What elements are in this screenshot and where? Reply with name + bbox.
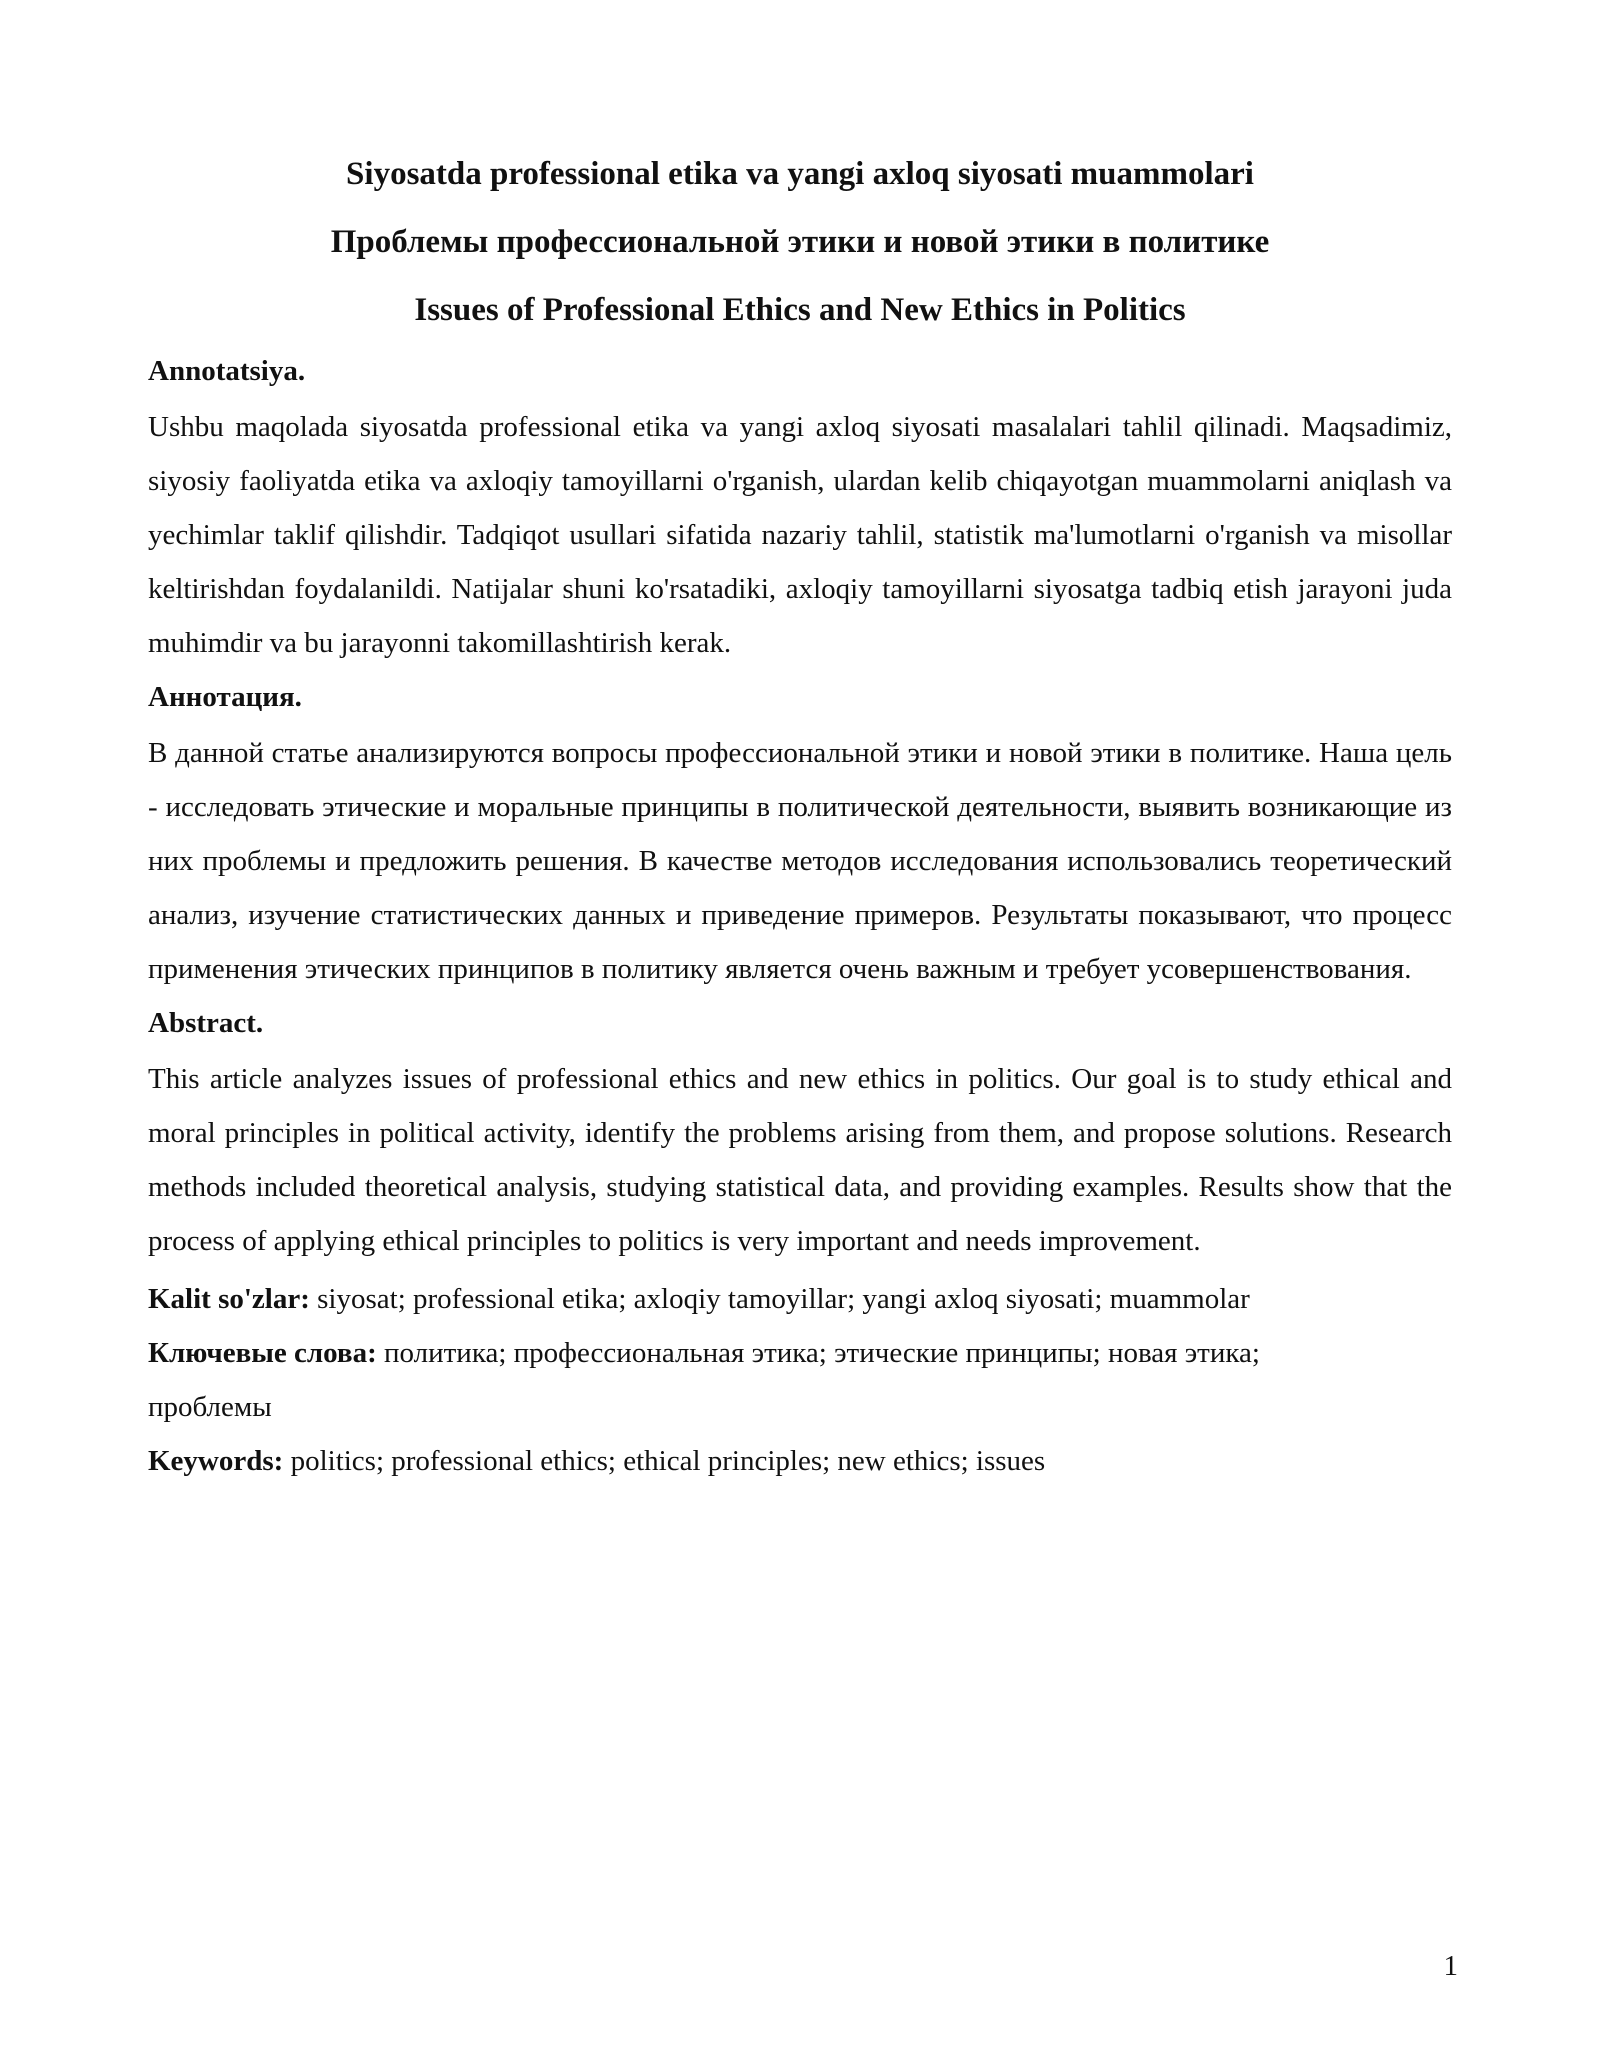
abstract-russian-text: В данной статье анализируются вопросы профессиональной этики и новой этики в политике. Наша цель - исследовать этические и моральные принципы в политической деятельности, выявить возникающие из них проблемы и предложить решения. В качестве методов исследования использовались теоретический анализ, изучение статистических данных и приведение примеров. Результаты показывают, что процесс применения этических принципов в политику является очень важным и требует усовершенствования. xyxy=(148,737,1452,985)
keywords-english xyxy=(148,1434,1452,1488)
keywords-uzbek-text: siyosat; professional etika; axloqiy tamoyillar; yangi axloq siyosati; muammolar xyxy=(309,1283,1250,1315)
keywords-english-label: Keywords: xyxy=(148,1445,284,1477)
abstract-russian xyxy=(148,677,1452,996)
page-number: 1 xyxy=(1443,1950,1458,1982)
abstract-english xyxy=(148,1003,1452,1268)
abstract-uzbek xyxy=(148,351,1452,670)
keywords-english-text: politics; professional ethics; ethical principles; new ethics; issues xyxy=(283,1445,1046,1477)
keywords-uzbek-label: Kalit so'zlar: xyxy=(148,1283,310,1315)
abstract-uzbek-heading: Annotatsiya. xyxy=(148,355,306,387)
keywords-russian-label: Ключевые слова: xyxy=(148,1337,377,1369)
abstract-uzbek-text: Ushbu maqolada siyosatda professional etika va yangi axloq siyosati masalalari tahlil qilinadi. Maqsadimiz, siyosiy faoliyatda etika va axloqiy tamoyillarni o'rganish, ulardan kelib chiqayotgan muammolarni aniqlash va yechimlar taklif qilishdir. Tadqiqot usullari sifatida nazariy tahlil, statistik ma'lumotlarni o'rganish va misollar keltirishdan foydalanildi. Natijalar shuni ko'rsatadiki, axloqiy tamoyillarni siyosatga tadbiq etish jarayoni juda muhimdir va bu jarayonni takomillashtirish kerak. xyxy=(148,411,1452,659)
keywords-russian xyxy=(148,1326,1368,1434)
abstract-russian-heading: Аннотация. xyxy=(148,681,302,713)
paper-page xyxy=(148,140,1452,1488)
title-russian: Проблемы профессиональной этики и новой этики в политике xyxy=(330,224,1270,260)
abstract-english-heading: Abstract. xyxy=(148,1007,264,1039)
title-uzbek: Siyosatda professional etika va yangi axloq siyosati muammolari xyxy=(346,156,1254,192)
title-english: Issues of Professional Ethics and New Ethics in Politics xyxy=(414,292,1186,328)
keywords-uzbek xyxy=(148,1272,1452,1326)
abstract-english-text: This article analyzes issues of professional ethics and new ethics in politics. Our goal is to study ethical and moral principles in political activity, identify the problems arising from them, and propose solutions. Research methods included theoretical analysis, studying statistical data, and providing examples. Results show that the process of applying ethical principles to politics is very important and needs improvement. xyxy=(148,1063,1452,1257)
keywords-russian-text: политика; профессиональная этика; этические принципы; новая этика; проблемы xyxy=(148,1337,1260,1423)
